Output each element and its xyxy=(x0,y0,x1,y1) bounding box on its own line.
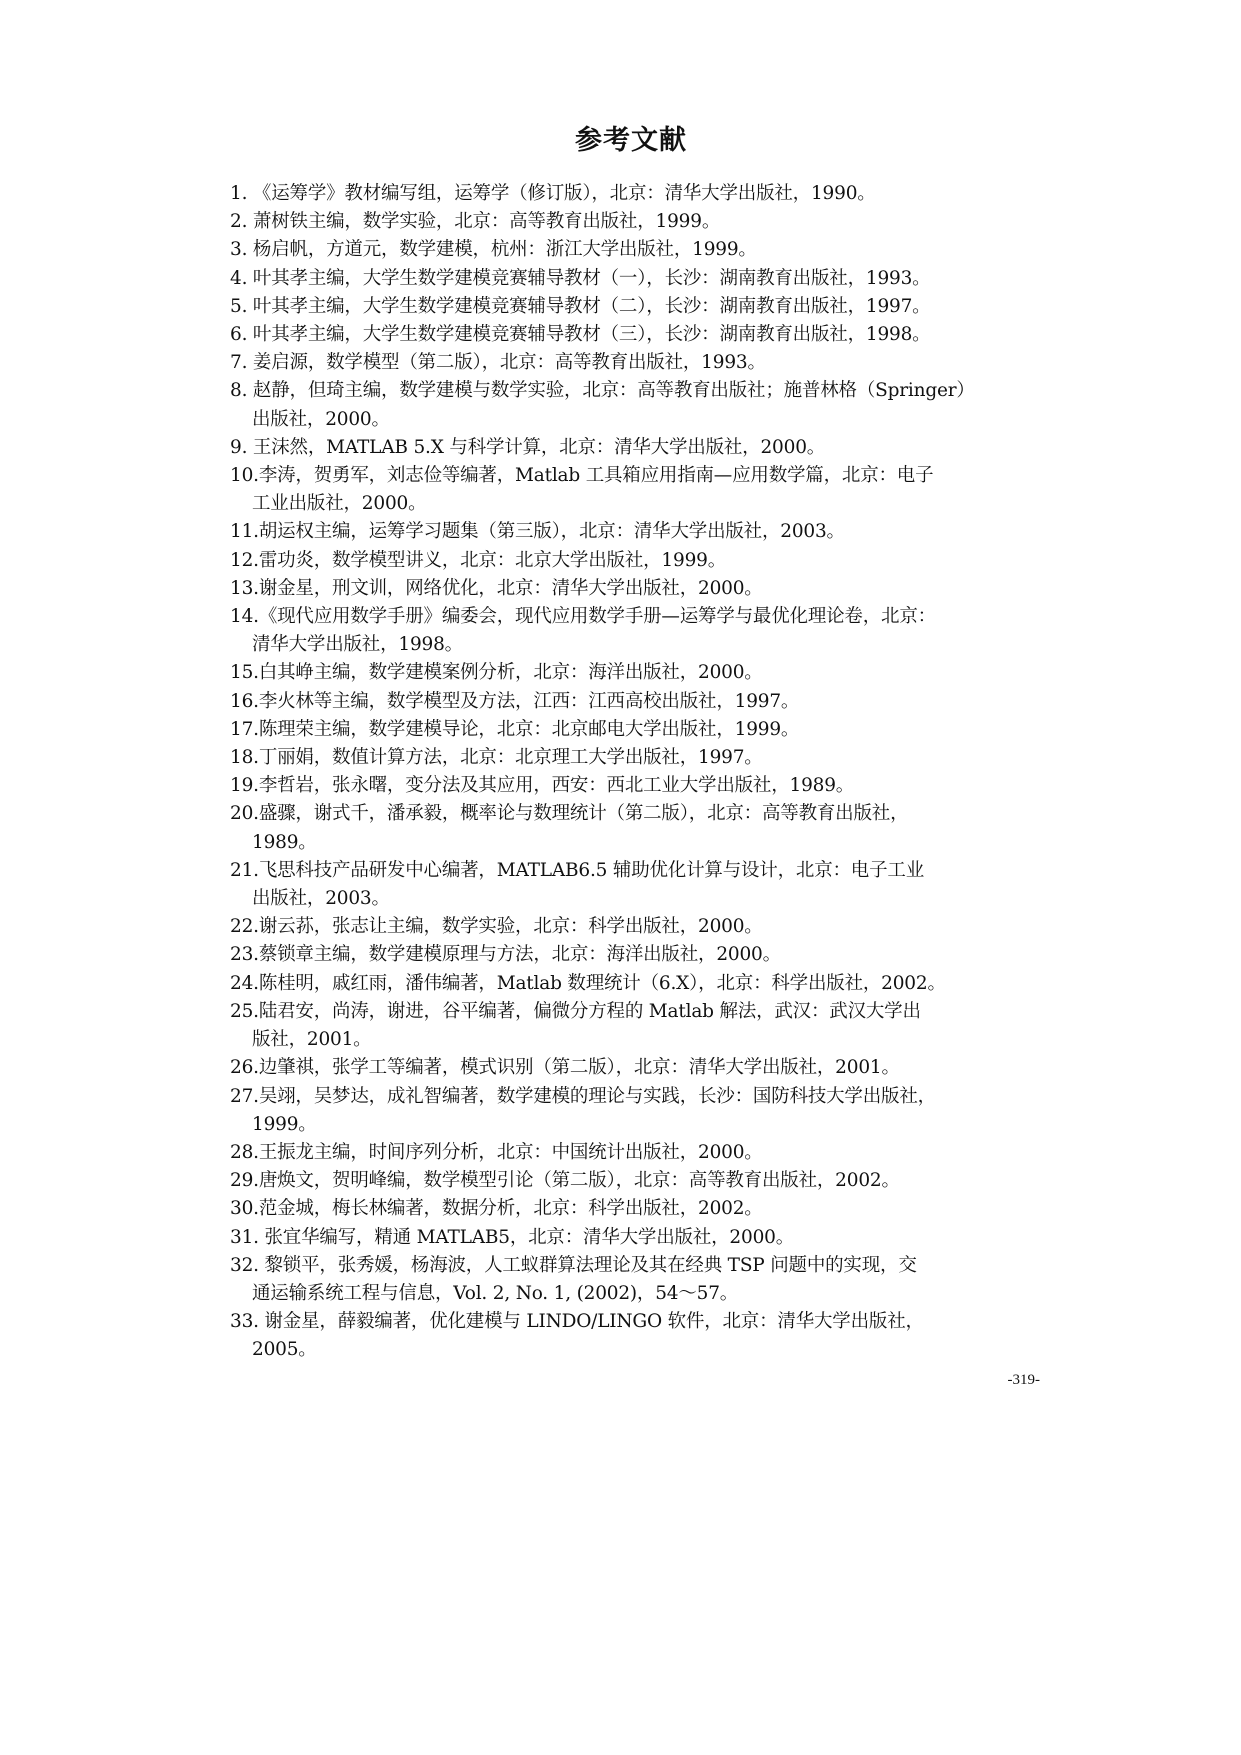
reference-text: 33. 谢金星，薛毅编著，优化建模与 LINDO/LINGO 软件，北京：清华大学出版社， xyxy=(230,1311,924,1333)
reference-text: 21.飞思科技产品研发中心编著，MATLAB6.5 辅助优化计算与设计，北京：电子工业 xyxy=(230,859,924,881)
reference-item xyxy=(230,434,1040,462)
reference-text: 20.盛骤，谢式千，潘承毅，概率论与数理统计（第二版），北京：高等教育出版社， xyxy=(230,803,909,825)
reference-item xyxy=(230,236,1040,264)
reference-continuation: 清华大学出版社，1998。 xyxy=(252,634,463,656)
reference-item xyxy=(230,857,1040,913)
reference-item xyxy=(230,180,1040,208)
reference-item xyxy=(230,321,1040,349)
reference-item xyxy=(230,293,1040,321)
reference-continuation: 出版社，2003。 xyxy=(252,888,390,910)
reference-text: 15.白其峥主编，数学建模案例分析，北京：海洋出版社，2000。 xyxy=(230,662,763,684)
reference-text: 11.胡运权主编，运筹学习题集（第三版），北京：清华大学出版社，2003。 xyxy=(230,521,845,543)
reference-text: 29.唐焕文，贺明峰编，数学模型引论（第二版），北京：高等教育出版社，2002。 xyxy=(230,1170,900,1192)
reference-text: 17.陈理荣主编，数学建模导论，北京：北京邮电大学出版社，1999。 xyxy=(230,718,800,740)
reference-text: 32. 黎锁平，张秀媛，杨海波，人工蚁群算法理论及其在经典 TSP 问题中的实现，交 xyxy=(230,1254,917,1276)
reference-item xyxy=(230,1308,1040,1364)
reference-item xyxy=(230,941,1040,969)
reference-text: 2. 萧树铁主编，数学实验，北京：高等教育出版社，1999。 xyxy=(230,211,721,233)
reference-text: 14.《现代应用数学手册》编委会，现代应用数学手册—运筹学与最优化理论卷，北京： xyxy=(230,606,936,628)
reference-text: 3. 杨启帆，方道元，数学建模，杭州：浙江大学出版社，1999。 xyxy=(230,239,757,261)
reference-text: 24.陈桂明，戚红雨，潘伟编著，Matlab 数理统计（6.X），北京：科学出版社，2002。 xyxy=(230,972,946,994)
reference-text: 18.丁丽娟，数值计算方法，北京：北京理工大学出版社，1997。 xyxy=(230,747,763,769)
reference-item xyxy=(230,603,1040,659)
reference-item xyxy=(230,1224,1040,1252)
reference-item xyxy=(230,688,1040,716)
reference-text: 12.雷功炎，数学模型讲义，北京：北京大学出版社，1999。 xyxy=(230,549,727,571)
reference-text: 9. 王沫然，MATLAB 5.X 与科学计算，北京：清华大学出版社，2000。 xyxy=(230,436,826,458)
reference-item xyxy=(230,377,1040,433)
reference-text: 22.谢云荪，张志让主编，数学实验，北京：科学出版社，2000。 xyxy=(230,916,763,938)
reference-text: 25.陆君安，尚涛，谢进，谷平编著，偏微分方程的 Matlab 解法，武汉：武汉大学出 xyxy=(230,1000,921,1022)
reference-text: 7. 姜启源，数学模型（第二版），北京：高等教育出版社，1993。 xyxy=(230,352,766,374)
reference-text: 26.边肇祺，张学工等编著，模式识别（第二版），北京：清华大学出版社，2001。 xyxy=(230,1057,900,1079)
reference-continuation: 工业出版社，2000。 xyxy=(252,493,427,515)
reference-item xyxy=(230,998,1040,1054)
reference-item xyxy=(230,1083,1040,1139)
reference-continuation: 版社，2001。 xyxy=(252,1029,372,1051)
reference-item xyxy=(230,547,1040,575)
reference-continuation: 出版社，2000。 xyxy=(252,408,390,430)
reference-text: 19.李哲岩，张永曙，变分法及其应用，西安：西北工业大学出版社，1989。 xyxy=(230,775,855,797)
reference-item xyxy=(230,349,1040,377)
reference-text: 8. 赵静，但琦主编，数学建模与数学实验，北京：高等教育出版社；施普林格（Springer） xyxy=(230,380,975,402)
reference-item xyxy=(230,462,1040,518)
reference-item xyxy=(230,518,1040,546)
reference-item xyxy=(230,1252,1040,1308)
reference-item xyxy=(230,970,1040,998)
reference-item xyxy=(230,265,1040,293)
reference-continuation: 通运输系统工程与信息，Vol. 2, No. 1, (2002)，54～57。 xyxy=(252,1282,739,1304)
reference-text: 4. 叶其孝主编，大学生数学建模竞赛辅导教材（一），长沙：湖南教育出版社，1993。 xyxy=(230,267,931,289)
reference-item xyxy=(230,744,1040,772)
reference-item xyxy=(230,772,1040,800)
reference-item xyxy=(230,913,1040,941)
reference-list xyxy=(230,180,1040,1365)
reference-text: 28.王振龙主编，时间序列分析，北京：中国统计出版社，2000。 xyxy=(230,1141,763,1163)
reference-text: 31. 张宜华编写，精通 MATLAB5，北京：清华大学出版社，2000。 xyxy=(230,1226,795,1248)
page-number: -319- xyxy=(1007,1372,1040,1388)
reference-item xyxy=(230,1139,1040,1167)
reference-text: 10.李涛，贺勇军，刘志俭等编著，Matlab 工具箱应用指南—应用数学篇，北京：电子 xyxy=(230,465,934,487)
reference-text: 23.蔡锁章主编，数学建模原理与方法，北京：海洋出版社，2000。 xyxy=(230,944,781,966)
reference-item xyxy=(230,208,1040,236)
reference-continuation: 1999。 xyxy=(252,1113,317,1135)
reference-item xyxy=(230,716,1040,744)
reference-continuation: 1989。 xyxy=(252,831,317,853)
reference-text: 6. 叶其孝主编，大学生数学建模竞赛辅导教材（三），长沙：湖南教育出版社，1998。 xyxy=(230,324,931,346)
reference-text: 30.范金城，梅长林编著，数据分析，北京：科学出版社，2002。 xyxy=(230,1198,763,1220)
reference-item xyxy=(230,800,1040,856)
reference-text: 13.谢金星，刑文训，网络优化，北京：清华大学出版社，2000。 xyxy=(230,577,763,599)
reference-item xyxy=(230,659,1040,687)
page-title: 参考文献 xyxy=(575,125,687,156)
reference-text: 5. 叶其孝主编，大学生数学建模竞赛辅导教材（二），长沙：湖南教育出版社，1997。 xyxy=(230,295,931,317)
reference-item xyxy=(230,1054,1040,1082)
reference-text: 1. 《运筹学》教材编写组，运筹学（修订版），北京：清华大学出版社，1990。 xyxy=(230,183,876,204)
reference-item xyxy=(230,1195,1040,1223)
reference-text: 16.李火林等主编，数学模型及方法，江西：江西高校出版社，1997。 xyxy=(230,690,800,712)
reference-text: 27.吴翊，吴梦达，成礼智编著，数学建模的理论与实践，长沙：国防科技大学出版社， xyxy=(230,1085,936,1107)
reference-continuation: 2005。 xyxy=(252,1339,317,1361)
reference-item xyxy=(230,575,1040,603)
reference-item xyxy=(230,1167,1040,1195)
